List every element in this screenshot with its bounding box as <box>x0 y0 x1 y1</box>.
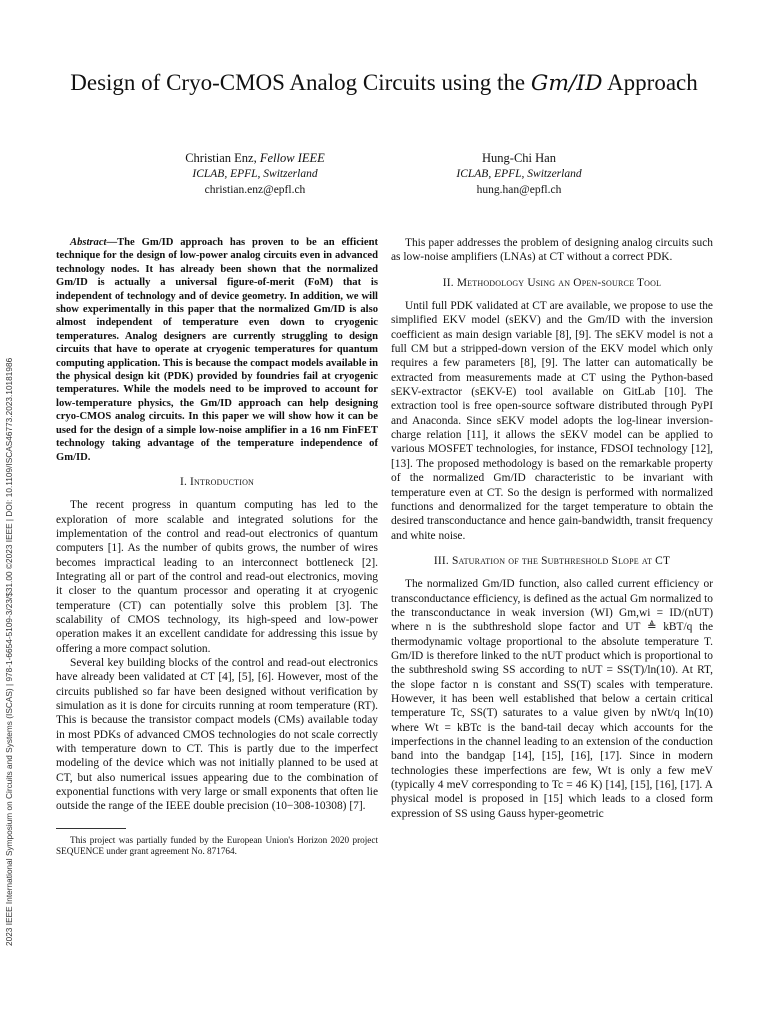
left-column <box>56 236 378 858</box>
author-block-2 <box>394 150 644 198</box>
author-email: hung.han@epfl.ch <box>476 184 562 196</box>
title-math: Gm/ID <box>530 71 603 96</box>
copyright-doi-banner: 2023 IEEE International Symposium on Circuits and Systems (ISCAS) | 978-1-6654-5109-3/23/$31.00 ©2023 IEEE | DOI: 10.1109/ISCAS46773.2023.10181986 <box>5 357 14 946</box>
author-email: christian.enz@epfl.ch <box>204 184 306 196</box>
author-role: Fellow IEEE <box>259 151 325 165</box>
intro-paragraph-2: Several key building blocks of the control and read-out electronics have already been validated at CT [4], [5], [6]. However, most of the circuits published so far have been designed without verification by simulation as it is done for circuits running at room temperature (RT). This is because the transistor compact models (CMs) available today in most PDKs of advanced CMOS technologies do not scale correctly with temperature down to CT. This is partly due to the imperfect modeling of the device which was not initially planned to be used at CT, but also numerical issues appearing due to the combination of exponential functions with very large or small exponents that often lie outside the range of the IEEE double precision (10−308-10308) [7]. <box>56 657 378 813</box>
author-affiliation: ICLAB, EPFL, Switzerland <box>192 168 318 180</box>
footnote-rule <box>56 828 126 829</box>
intro-paragraph-1: The recent progress in quantum computing has led to the exploration of more scalable and integrated solutions for the implementation of the control and read-out electronics of quantum computers [1]. As the number of qubits grows, the number of wires becomes impractical leading to an interconnect bottleneck [2]. Integrating all or part of the control and read-out electronics, moving it closer to the quantum processor and operating it at cryogenic temperature (CT) can potentially solve this problem [3]. The scalability of CMOS technology, its high-speed and low-power operation makes it an excellent candidate for addressing this issue by offering a more compact solution. <box>56 499 378 655</box>
methodology-paragraph: Until full PDK validated at CT are available, we propose to use the simplified EKV model (sEKV) and the Gm/ID with the inversion coefficient as main design variable [8], [9]. The sEKV model is not a full CM but a stripped-down version of the EKV model which only requires a few parameters [8], [9]. The latter can automatically be extracted from measurements made at CT using the Python-based sEKV-extractor (sEKV-E) tool available on GitLab [10]. The extraction tool is free open-source software distributed through PyPI and Anaconda. Since sEKV model adopts the log-linear inversion-charge relation [11], it allows the sEKV model can be applied to various MOSFET technologies, for instance, FDSOI technology [12], [13]. The proposed methodology is based on the remarkable property of the normalized Gm/ID characteristic to be invariant with temperature even at CT. So the design is performed with normalized functions and denormalized for the target temperature to obtain the desired transconductance and hence gain-bandwidth, transit frequency and white noise. <box>391 300 713 542</box>
abstract-text: The Gm/ID approach has proven to be an efficient technique for the design of low-power analog circuits even in advanced technology nodes. It has already been shown that the normalized Gm/ID is actually a universal figure-of-merit (FoM) that is independent of technology and of device geometry. In addition, we will show experimentally in this paper that the normalized Gm/ID is also almost independent of temperature even down to cryogenic temperatures. Analog designers are currently struggling to design circuits that have to operate at cryogenic temperatures for quantum computing application. This is because the compact models available in the physical design kit (PDK) provided by foundries fail at cryogenic temperatures. While the models need to be improved to account for low-temperature physics, the Gm/ID approach can help designing cryo-CMOS analog circuits. In this paper we will show how it can be used for the design of a simple low-noise amplifier in a 16 nm FinFET technology taking advantage of the temperature independence of Gm/ID. <box>56 237 378 463</box>
saturation-paragraph: The normalized Gm/ID function, also called current efficiency or transconductance efficiency, is defined as the actual Gm normalized to the transconductance in weak inversion (WI) Gm,wi = ID/(nUT) where n is the subthreshold slope factor and UT ≜ kBT/q the thermodynamic voltage proportional to the absolute temperature T. Gm/ID is therefore linked to the nUT product which is proportional to the subthreshold swing SS according to nUT = SS(T)/ln(10). At RT, the slope factor n is constant and SS(T) scales with temperature. However, it has been well established that below a certain critical temperature Tc, SS(T) saturates to a value given by nWt/q ln(10) where Wt = kBTc is the band-tail decay which accounts for the imperfections in the channel leading to an extension of the conduction band into the bandgap [14], [15], [16], [17]. Since in modern technologies these imperfections are few, Wt is only a few meV (typically 4 meV corresponding to Tc = 46 K) [14], [15], [16], [17]. A physical model is proposed in [15] which leads to a closed form expression of SS using Gauss hyper-geometric <box>391 578 713 820</box>
paper-title <box>70 68 698 99</box>
title-text-before: Design of Cryo-CMOS Analog Circuits using the <box>70 70 531 95</box>
section-heading-introduction: I. Introduction <box>179 475 255 488</box>
abstract-dash: — <box>106 237 118 248</box>
title-text-after: Approach <box>602 70 698 95</box>
section-heading-methodology: II. Methodology Using an Open-source Tool <box>442 276 662 289</box>
author-block-1 <box>130 150 380 198</box>
author-name: Hung-Chi Han <box>482 151 556 165</box>
right-column <box>391 236 713 821</box>
author-affiliation: ICLAB, EPFL, Switzerland <box>456 168 582 180</box>
abstract <box>56 236 378 464</box>
funding-footnote: This project was partially funded by the European Union's Horizon 2020 project SEQUENCE under grant agreement No. 871764. <box>56 834 378 857</box>
abstract-lead: Abstract <box>70 237 107 248</box>
section-heading-subthreshold-slope: III. Saturation of the Subthreshold Slope at CT <box>433 554 671 567</box>
author-name: Christian Enz, <box>185 151 260 165</box>
intro-paragraph-3: This paper addresses the problem of designing analog circuits such as low-noise amplifiers (LNAs) at CT without a correct PDK. <box>391 237 713 264</box>
